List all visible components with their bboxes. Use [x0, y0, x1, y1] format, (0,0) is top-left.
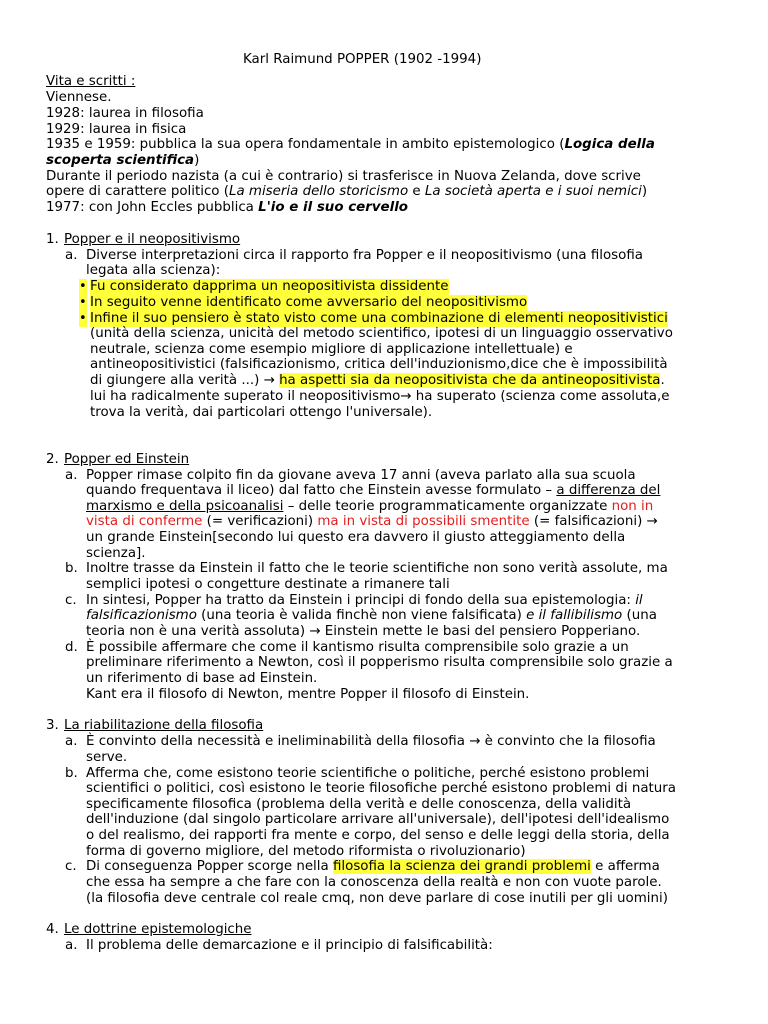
paragraph-line: Inoltre trasse da Einstein il fatto che le teorie scientifiche non sono verità assolute, ma: [86, 561, 668, 576]
bullet-text-part: di giungere alla verità ...) →: [90, 373, 280, 388]
section-number: 2.: [46, 452, 59, 467]
paragraph-line: [86, 499, 653, 515]
red-text: vista di conferme: [86, 514, 203, 529]
bullet-text-part: .: [660, 373, 665, 388]
vita-line: 1929: laurea in fisica: [46, 122, 187, 137]
paragraph-line: Afferma che, come esistono teorie scientifiche o politiche, perché esistono problemi: [86, 766, 650, 781]
red-text: non in: [611, 499, 654, 514]
highlighted-text: filosofia la scienza dei grandi problemi: [332, 859, 591, 874]
paragraph-line: specificamente filosofica (problema della verità e delle conoscenza, della validità: [86, 797, 632, 812]
bullet-text: (unità della scienza, unicità del metodo scientifico, ipotesi di un linguaggio osservativo: [90, 326, 673, 341]
section-number: 1.: [46, 232, 59, 247]
list-marker: b.: [65, 561, 78, 576]
vita-line: Viennese.: [46, 90, 112, 105]
vita-text: opere di carattere politico (: [46, 184, 229, 199]
paragraph-line: semplici ipotesi o congetture destinate a rimanere tali: [86, 577, 450, 592]
vita-line: [46, 200, 408, 216]
underlined-text: marxismo e della psicoanalisi: [86, 499, 284, 514]
section-heading: La riabilitazione della filosofia: [64, 718, 264, 733]
book-title-logica: Logica della: [564, 137, 655, 152]
paragraph-line: Diverse interpretazioni circa il rapporto fra Popper e il neopositivismo (una filosofia: [86, 248, 643, 263]
paragraph-line: o del realismo, dei rapporti fra mente e corpo, del senso e delle leggi della storia, della: [86, 828, 670, 843]
italic-text: falsificazionismo: [86, 608, 197, 623]
paragraph-line: È possibile affermare che come il kantismo risulta comprensibile solo grazie a un: [86, 640, 629, 655]
paragraph-line: [86, 608, 657, 624]
bullet-text: trova la verità, dai particolari ottengo l'universale).: [90, 405, 433, 420]
paragraph-line: scientifici o politici, così esistono le teorie filosofiche perché esistono problemi di natura: [86, 781, 676, 796]
paragraph-line: [86, 483, 660, 499]
bullet-text: antineopositivistici (falsificazionismo, critica dell'induzionismo,dice che è impossibilità: [90, 357, 668, 372]
paragraph-line: che essa ha sempre a che fare con la conoscenza della realtà e non con vuote parole.: [86, 875, 662, 890]
paragraph-line: legata alla scienza):: [86, 263, 221, 278]
vita-text: ): [194, 153, 200, 168]
paragraph-part: (= falsificazioni) →: [529, 514, 658, 529]
bullet-text: In seguito venne identificato come avversario del neopositivismo: [90, 295, 528, 310]
book-title-io-cervello: L'io e il suo cervello: [258, 200, 409, 215]
section-heading: Le dottrine epistemologiche: [64, 922, 252, 937]
bullet-text: Fu considerato dapprima un neopositivista dissidente: [90, 279, 449, 294]
paragraph-line: scienza].: [86, 546, 146, 561]
paragraph-part: In sintesi, Popper ha tratto da Einstein i principi di fondo della sua epistemologia:: [86, 593, 636, 608]
list-marker: a.: [65, 734, 78, 749]
list-marker: c.: [65, 859, 77, 874]
paragraph-line: un riferimento di base ad Einstein.: [86, 671, 318, 686]
vita-line: [46, 137, 655, 153]
vita-text: ): [641, 184, 648, 199]
bullet-text: [90, 373, 665, 389]
paragraph-line: teoria non è una verità assoluta) → Einstein mette le basi del pensiero Popperiano.: [86, 624, 641, 639]
book-title-societa: La società aperta e i suoi nemici: [424, 184, 642, 199]
paragraph-line: Kant era il filosofo di Newton, mentre Popper il filosofo di Einstein.: [86, 687, 530, 702]
paragraph-part: (una teoria è valida finchè non viene falsificata): [196, 608, 527, 623]
list-marker: c.: [65, 593, 77, 608]
vita-line: [46, 184, 647, 200]
paragraph-part: e afferma: [590, 859, 660, 874]
italic-text: il: [635, 593, 643, 608]
section-heading: Popper ed Einstein: [64, 452, 190, 467]
bullet-marker: •: [79, 311, 87, 326]
book-title-logica-cont: scoperta scientifica: [46, 153, 195, 168]
paragraph-line: [86, 514, 658, 530]
paragraph-part: Di conseguenza Popper scorge nella: [86, 859, 333, 874]
paragraph-line: forma di governo migliore, del metodo riformista o rivoluzionario): [86, 844, 526, 859]
highlighted-text: ha aspetti sia da neopositivista che da antineopositivista: [279, 373, 661, 388]
list-marker: d.: [65, 640, 78, 655]
list-marker: a.: [65, 938, 78, 953]
paragraph-line: [86, 593, 643, 609]
page-title: Karl Raimund POPPER (1902 -1994): [243, 52, 482, 67]
red-text: ma in vista di possibili smentite: [317, 514, 530, 529]
paragraph-line: Il problema delle demarcazione e il principio di falsificabilità:: [86, 938, 493, 953]
vita-line: [46, 153, 199, 169]
vita-text: e: [408, 184, 425, 199]
bullet-text: lui ha radicalmente superato il neopositivismo→ ha superato (scienza come assoluta,e: [90, 389, 670, 404]
paragraph-line: preliminare riferimento a Newton, così il popperismo risulta comprensibile solo grazie a: [86, 655, 673, 670]
paragraph-part: (= verificazioni): [202, 514, 318, 529]
list-marker: a.: [65, 248, 78, 263]
bullet-marker: •: [79, 295, 87, 310]
vita-line: 1928: laurea in filosofia: [46, 106, 204, 121]
bullet-text: neutrale, scienza come esempio migliore di applicazione intellettuale) e: [90, 342, 573, 357]
underlined-text: a differenza del: [556, 483, 661, 498]
section-number: 3.: [46, 718, 59, 733]
paragraph-line: un grande Einstein[secondo lui questo era davvero il giusto atteggiamento della: [86, 530, 626, 545]
bullet-marker: •: [79, 279, 87, 294]
list-marker: a.: [65, 468, 78, 483]
paragraph-line: serve.: [86, 750, 128, 765]
list-marker: b.: [65, 766, 78, 781]
vita-line: Durante il periodo nazista (a cui è contrario) si trasferisce in Nuova Zelanda, dove scrive: [46, 169, 641, 184]
paragraph-part: (una: [622, 608, 657, 623]
vita-text: 1935 e 1959: pubblica la sua opera fondamentale in ambito epistemologico (: [46, 137, 565, 152]
paragraph-line: Popper rimase colpito fin da giovane aveva 17 anni (aveva parlato alla sua scuola: [86, 468, 636, 483]
vita-heading: Vita e scritti :: [46, 74, 136, 89]
paragraph-part: quando frequentava il liceo) dal fatto che Einstein avesse formulato –: [86, 483, 557, 498]
vita-text: 1977: con John Eccles pubblica: [46, 200, 259, 215]
section-number: 4.: [46, 922, 59, 937]
paragraph-line: (la filosofia deve centrale col reale cmq, non deve parlare di cose inutili per gli uomini): [86, 891, 668, 906]
paragraph-line: È convinto della necessità e ineliminabilità della filosofia → è convinto che la filosofia: [86, 734, 656, 749]
section-heading: Popper e il neopositivismo: [64, 232, 241, 247]
paragraph-line: dell'induzione (dal singolo particolare arrivare all'universale), dell'ipotesi dell'idealismo: [86, 812, 670, 827]
italic-text: e il fallibilismo: [526, 608, 623, 623]
paragraph-part: – delle teorie programmaticamente organizzate: [283, 499, 612, 514]
paragraph-line: [86, 859, 660, 875]
book-title-miseria: La miseria dello storicismo: [228, 184, 409, 199]
bullet-text: Infine il suo pensiero è stato visto come una combinazione di elementi neopositivistici: [90, 311, 668, 326]
